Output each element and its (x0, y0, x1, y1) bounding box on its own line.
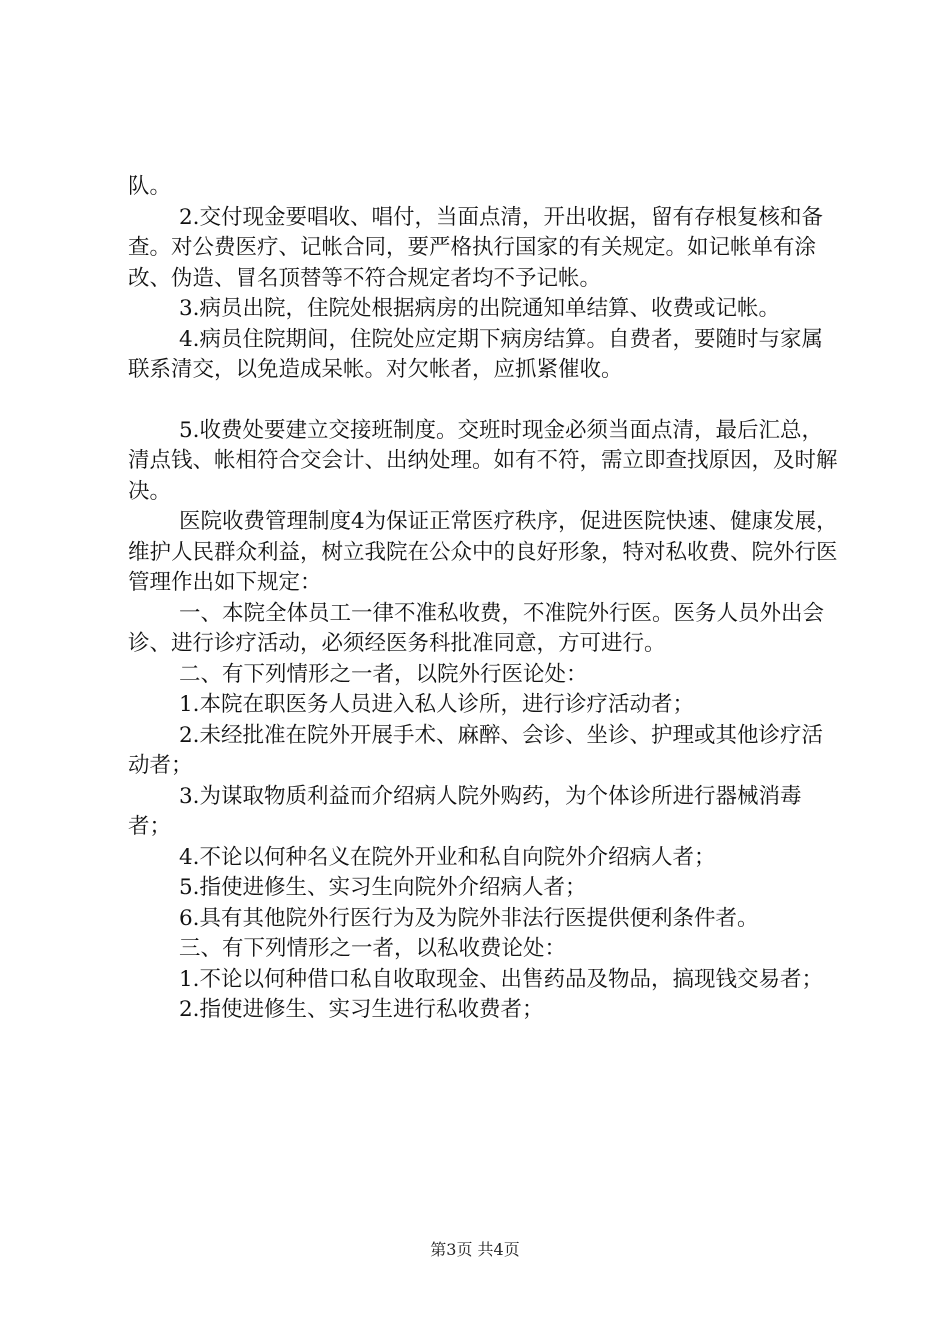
paragraph-section-2-item-3: 3.为谋取物质利益而介绍病人院外购药，为个体诊所进行器械消毒者； (128, 783, 802, 839)
paragraph-section-3-item-1: 1.不论以何种借口私自收取现金、出售药品及物品，搞现钱交易者； (179, 966, 824, 992)
paragraph-section-1: 一、本院全体员工一律不准私收费，不准院外行医。医务人员外出会诊、进行诊疗活动，必须经医务科批准同意，方可进行。 (128, 600, 825, 656)
paragraph-section-3-item-2: 2.指使进修生、实习生进行私收费者； (179, 997, 544, 1022)
page-number-footer: 第3页 共4页 (430, 1240, 520, 1259)
paragraph-section-2-item-6: 6.具有其他院外行医行为及为院外非法行医提供便利条件者。 (179, 905, 759, 931)
paragraph-section-2-item-2: 2.未经批准在院外开展手术、麻醉、会诊、坐诊、护理或其他诊疗活动者； (128, 722, 824, 778)
paragraph-section-2-item-1: 1.本院在职医务人员进入私人诊所，进行诊疗活动者； (179, 692, 695, 717)
paragraph-section-2-heading: 二、有下列情形之一者，以院外行医论处： (179, 661, 588, 687)
paragraph-item-4: 4.病员住院期间，住院处应定期下病房结算。自费者，要随时与家属联系清交，以免造成呆帐。对欠帐者，应抓紧催收。 (128, 326, 824, 382)
paragraph-section-2-item-5: 5.指使进修生、实习生向院外介绍病人者； (179, 875, 587, 900)
paragraph-regulation-intro: 医院收费管理制度4为保证正常医疗秩序，促进医院快速、健康发展，维护人民群众利益，树立我院在公众中的良好形象，特对私收费、院外行医管理作出如下规定： (128, 509, 838, 595)
paragraph-continuation: 队。 (128, 174, 172, 199)
paragraph-item-3: 3.病员出院，住院处根据病房的出院通知单结算、收费或记帐。 (179, 296, 781, 321)
paragraph-section-3-heading: 三、有下列情形之一者，以私收费论处： (179, 936, 567, 961)
paragraph-item-2: 2.交付现金要唱收、唱付，当面点清，开出收据，留有存根复核和备查。对公费医疗、记帐合同，要严格执行国家的有关规定。如记帐单有涂改、伪造、冒名顶替等不符合规定者均不予记帐。 (128, 204, 824, 291)
paragraph-item-5: 5.收费处要建立交接班制度。交班时现金必须当面点清，最后汇总，清点钱、帐相符合交会计、出纳处理。如有不符，需立即查找原因，及时解决。 (128, 417, 838, 504)
document-body (128, 172, 838, 1026)
paragraph-section-2-item-4: 4.不论以何种名义在院外开业和私自向院外介绍病人者； (179, 844, 716, 870)
